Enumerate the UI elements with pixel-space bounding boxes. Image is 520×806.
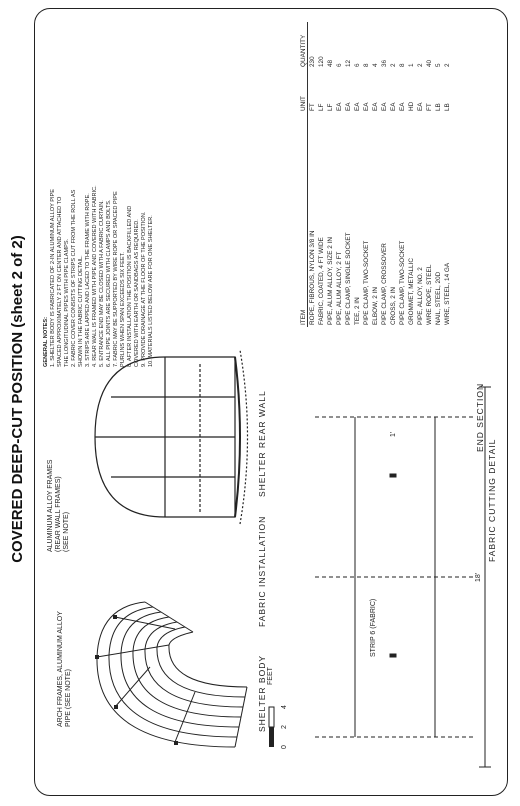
table-row xyxy=(443,22,452,327)
table-row xyxy=(416,22,425,327)
item-cell: GROMMET, METALLIC xyxy=(408,258,415,325)
quantity-cell: 230 xyxy=(309,56,316,67)
item-cell: ELBOW, 2 IN xyxy=(372,286,379,325)
shelter-body-drawing xyxy=(75,577,255,767)
note-line: PURLINS WHEN SPAN EXCEEDS SIX FEET. xyxy=(120,252,126,367)
unit-cell: LF xyxy=(318,103,325,111)
unit-cell: FT xyxy=(309,103,316,111)
small-marker xyxy=(390,474,396,477)
table-header-row xyxy=(300,22,308,327)
table-row xyxy=(335,22,344,327)
table-row xyxy=(389,22,398,327)
unit-cell: EA xyxy=(363,102,370,111)
fabric-cutting-detail-caption: FABRIC CUTTING DETAIL xyxy=(487,438,497,562)
unit-cell: LF xyxy=(327,103,334,111)
table-row xyxy=(380,22,389,327)
quantity-cell: 6 xyxy=(354,63,361,67)
item-cell: PIPE CLAMP, TWO-SOCKET xyxy=(363,240,370,325)
table-row xyxy=(371,22,380,327)
quantity-cell: 8 xyxy=(399,63,406,67)
note-line: THE LONGITUDINAL PIPES WITH PIPE CLAMPS. xyxy=(64,238,70,367)
unit-cell: EA xyxy=(336,102,343,111)
page-title: COVERED DEEP-CUT POSITION (sheet 2 of 2) xyxy=(9,235,26,563)
item-cell: TEE, 2 IN xyxy=(354,297,361,325)
unit-cell: EA xyxy=(399,102,406,111)
item-cell: PIPE, ALUM ALLOY, 2 FT xyxy=(336,251,343,325)
item-cell: PIPE CLAMP, CROSSOVER xyxy=(381,243,388,325)
notes-heading: GENERAL NOTES: xyxy=(43,317,49,367)
arch-frames-callout: ARCH FRAMES, ALUMINUM ALLOY xyxy=(57,611,64,727)
clamp xyxy=(114,705,118,709)
quantity-cell: 48 xyxy=(327,59,334,67)
scale-label: FEET xyxy=(267,667,274,685)
item-cell: FABRIC, COATED, 4 FT WIDE xyxy=(318,237,325,325)
quantity-cell: 5 xyxy=(435,63,442,67)
item-cell: PIPE, ALUM ALLOY, SIZE 2 IN xyxy=(327,237,334,325)
unit-cell: EA xyxy=(381,102,388,111)
table-row xyxy=(353,22,362,327)
quantity-cell: 36 xyxy=(381,59,388,67)
note-line: 5. ENTRANCE END MAY BE CLOSED WITH A FABRIC CURTAIN. xyxy=(99,200,105,367)
item-cell: CROSS, 2 IN xyxy=(390,287,397,325)
scale-tick-4: 4 xyxy=(281,705,288,709)
table-row xyxy=(425,22,434,327)
unit-cell: EA xyxy=(354,102,361,111)
column-header-unit: UNIT xyxy=(300,69,308,113)
wall-frames-sub-callout: (REAR WALL FRAMES) xyxy=(55,476,62,552)
item-cell: WIRE, STEEL, 14 GA xyxy=(444,262,451,325)
note-line: 3. STRIPS ARE LAPPED AND LACED TO THE FRAME WITH ROPE. xyxy=(85,193,91,367)
scale-tick-2: 2 xyxy=(281,725,288,729)
note-line: 4. REAR WALL IS FRAMED WITH PIPE AND COVERED WITH FABRIC. xyxy=(92,185,98,367)
longitudinal-pipe xyxy=(115,667,150,707)
note-line: SPACED APPROXIMATELY 2 FT ON CENTER AND ATTACHED TO xyxy=(57,196,63,367)
quantity-cell: 12 xyxy=(345,59,352,67)
quantity-cell: 4 xyxy=(372,63,379,67)
end-section-caption: END SECTION xyxy=(475,382,485,452)
arch-frames-sub-callout: PIPE (SEE NOTE) xyxy=(65,669,72,727)
materials-table xyxy=(300,22,452,327)
unit-cell: LB xyxy=(435,103,442,111)
table-row xyxy=(308,22,318,327)
quantity-cell: 40 xyxy=(426,59,433,67)
earth-cover xyxy=(240,350,248,524)
fabric-roll-edge xyxy=(235,357,240,517)
table-row xyxy=(434,22,443,327)
small-dimension-label: 1' xyxy=(390,431,397,437)
clamp xyxy=(174,741,178,745)
quantity-cell: 2 xyxy=(444,63,451,67)
quantity-cell: 2 xyxy=(390,63,397,67)
item-cell: PIPE, ALLOY, NO. 2 xyxy=(417,267,424,325)
arch-rib xyxy=(133,617,241,717)
shelter-rear-wall-caption: SHELTER REAR WALL xyxy=(257,390,267,497)
unit-cell: LB xyxy=(444,103,451,111)
general-notes xyxy=(43,22,155,367)
dimension-label: 18' xyxy=(475,572,482,582)
unit-cell: EA xyxy=(345,102,352,111)
note-line: 7. FABRIC MAY BE SUPPORTED BY WIRE ROPE OR SPACED PIPE xyxy=(113,191,119,367)
shelter-rear-wall-drawing xyxy=(75,342,255,532)
table-row xyxy=(362,22,371,327)
item-cell: WIRE ROPE, STEEL xyxy=(426,264,433,325)
wall-frames-callout: ALUMINUM ALLOY FRAMES xyxy=(47,459,54,552)
item-cell: PIPE CLAMP, TWO-SOCKET xyxy=(399,240,406,325)
fabric-cutting-detail-drawing xyxy=(295,377,495,777)
fabric-installation-caption: FABRIC INSTALLATION xyxy=(257,515,267,627)
drawing-sheet xyxy=(34,8,508,796)
table-row xyxy=(344,22,353,327)
unit-cell: FT xyxy=(426,103,433,111)
table-row xyxy=(317,22,326,327)
clamp xyxy=(113,615,117,619)
item-cell: PIPE CLAMP, SINGLE SOCKET xyxy=(345,232,352,325)
small-marker xyxy=(390,654,396,657)
unit-cell: EA xyxy=(372,102,379,111)
quantity-cell: 6 xyxy=(336,63,343,67)
note-line: 1. SHELTER BODY IS FABRICATED OF 2-IN ALUMINUM ALLOY PIPE xyxy=(50,188,56,367)
longitudinal-pipe xyxy=(115,617,175,629)
unit-cell: HD xyxy=(408,101,415,111)
fabric-sub-callout: (SEE NOTE) xyxy=(63,511,70,552)
note-line: 2. FABRIC COVER CONSISTS OF STRIPS CUT FROM THE ROLL AS xyxy=(71,189,77,367)
scale-bar xyxy=(265,687,279,747)
quantity-cell: 8 xyxy=(363,63,370,67)
table-row xyxy=(407,22,416,327)
note-line: 9. PROVIDE DRAINAGE AT THE FLOOR OF THE POSITION. xyxy=(141,211,147,367)
shelter-body-caption: SHELTER BODY xyxy=(257,654,267,732)
note-line: 6. ALL PIPE JOINTS ARE SECURED WITH CLAMPS AND BOLTS. xyxy=(106,199,112,367)
note-line: 10. MATERIALS LISTED BELOW ARE FOR ONE SHELTER. xyxy=(148,215,154,367)
arch-rib xyxy=(109,607,237,737)
item-cell: ROPE, FIBROUS, NYLON 3/8 IN xyxy=(309,230,316,325)
strip-label: STRIP 6 (FABRIC) xyxy=(370,598,377,657)
arch-rib xyxy=(169,632,247,687)
quantity-cell: 1 xyxy=(408,63,415,67)
table-row xyxy=(326,22,335,327)
quantity-cell: 2 xyxy=(417,63,424,67)
note-line: SHOWN IN THE FABRIC CUTTING DETAIL. xyxy=(78,255,84,367)
quantity-cell: 120 xyxy=(318,56,325,67)
drawing-content xyxy=(35,9,508,796)
note-line: 8. AFTER INSTALLATION THE POSITION IS BACKFILLED AND xyxy=(127,205,133,367)
note-line: COVERED WITH EARTH OR SANDBAGS AS REQUIRED. xyxy=(134,219,140,367)
scale-tick-0: 0 xyxy=(281,745,288,749)
column-header-item: ITEM xyxy=(300,113,308,327)
clamp xyxy=(95,655,99,659)
unit-cell: EA xyxy=(390,102,397,111)
column-header-quantity: QUANTITY xyxy=(300,22,308,69)
item-cell: NAIL, STEEL, 20D xyxy=(435,271,442,325)
table-row xyxy=(398,22,407,327)
unit-cell: EA xyxy=(417,102,424,111)
